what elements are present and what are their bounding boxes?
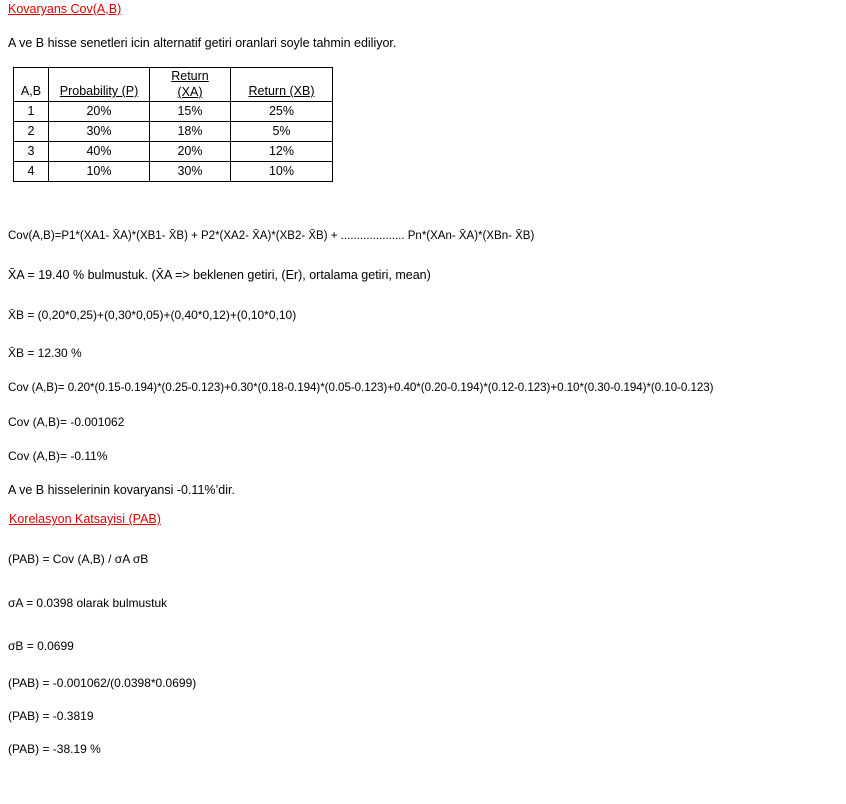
cov-formula: Cov(A,B)=P1*(XA1- X̄A)*(XB1- X̄B) + P2*(XA2- X̄A)*(XB2- X̄B) + .................... Pn*(XAn- X̄A)*(XBn- X̄B)	[8, 230, 535, 242]
cell-index: 4	[14, 162, 49, 182]
cell-return-a: 30%	[150, 162, 231, 182]
cell-return-b: 5%	[231, 122, 333, 142]
table-row	[14, 142, 333, 162]
section1-title: Kovaryans Cov(A,B)	[8, 2, 122, 16]
cell-index: 3	[14, 142, 49, 162]
header-probability-label: Probability (P)	[59, 84, 139, 98]
cell-return-b: 25%	[231, 102, 333, 122]
cell-return-a: 15%	[150, 102, 231, 122]
xb-calc: X̄B = (0,20*0,25)+(0,30*0,05)+(0,40*0,12)+(0,10*0,10)	[8, 308, 297, 322]
correlation-formula: (PAB) = Cov (A,B) / σA σB	[8, 552, 149, 566]
table-row	[14, 102, 333, 122]
header-ab: A,B	[14, 68, 49, 102]
sigma-a: σA = 0.0398 olarak bulmustuk	[8, 596, 168, 610]
table-header-row	[14, 68, 333, 102]
correlation-calc: (PAB) = -0.001062/(0.0398*0.0699)	[8, 676, 197, 690]
header-return-a	[150, 68, 231, 102]
cell-probability: 20%	[49, 102, 150, 122]
returns-table	[13, 67, 333, 182]
correlation-result1: (PAB) = -0.3819	[8, 709, 94, 723]
cell-index: 2	[14, 122, 49, 142]
cell-index: 1	[14, 102, 49, 122]
header-return-a-line2: (XA)	[177, 85, 203, 99]
table-row	[14, 122, 333, 142]
header-return-b-label: Return (XB)	[248, 84, 315, 98]
cell-return-a: 18%	[150, 122, 231, 142]
xb-mean: X̄B = 12.30 %	[8, 346, 82, 360]
cell-probability: 30%	[49, 122, 150, 142]
cell-return-b: 12%	[231, 142, 333, 162]
cov-result1: Cov (A,B)= -0.001062	[8, 415, 125, 429]
xa-mean: X̄A = 19.40 % bulmustuk. (X̄A => beklenen getiri, (Er), ortalama getiri, mean)	[8, 268, 431, 282]
cell-probability: 40%	[49, 142, 150, 162]
sigma-b: σB = 0.0699	[8, 639, 74, 653]
header-probability	[49, 68, 150, 102]
cell-return-b: 10%	[231, 162, 333, 182]
cov-result2: Cov (A,B)= -0.11%	[8, 449, 108, 463]
header-return-b	[231, 68, 333, 102]
correlation-result2: (PAB) = -38.19 %	[8, 742, 101, 756]
cell-return-a: 20%	[150, 142, 231, 162]
cov-calc: Cov (A,B)= 0.20*(0.15-0.194)*(0.25-0.123)+0.30*(0.18-0.194)*(0.05-0.123)+0.40*(0.20-0.194)*(0.12-0.123)+0.10*(0.30-0.194)*(0.10-0.123)	[8, 381, 714, 394]
cov-conclusion: A ve B hisselerinin kovaryansi -0.11%’dir.	[8, 483, 235, 497]
intro-text: A ve B hisse senetleri icin alternatif getiri oranlari soyle tahmin ediliyor.	[8, 36, 397, 50]
header-return-a-line1: Return	[171, 69, 209, 83]
section2-title: Korelasyon Katsayisi (PAB)	[9, 512, 161, 526]
table-row	[14, 162, 333, 182]
cell-probability: 10%	[49, 162, 150, 182]
